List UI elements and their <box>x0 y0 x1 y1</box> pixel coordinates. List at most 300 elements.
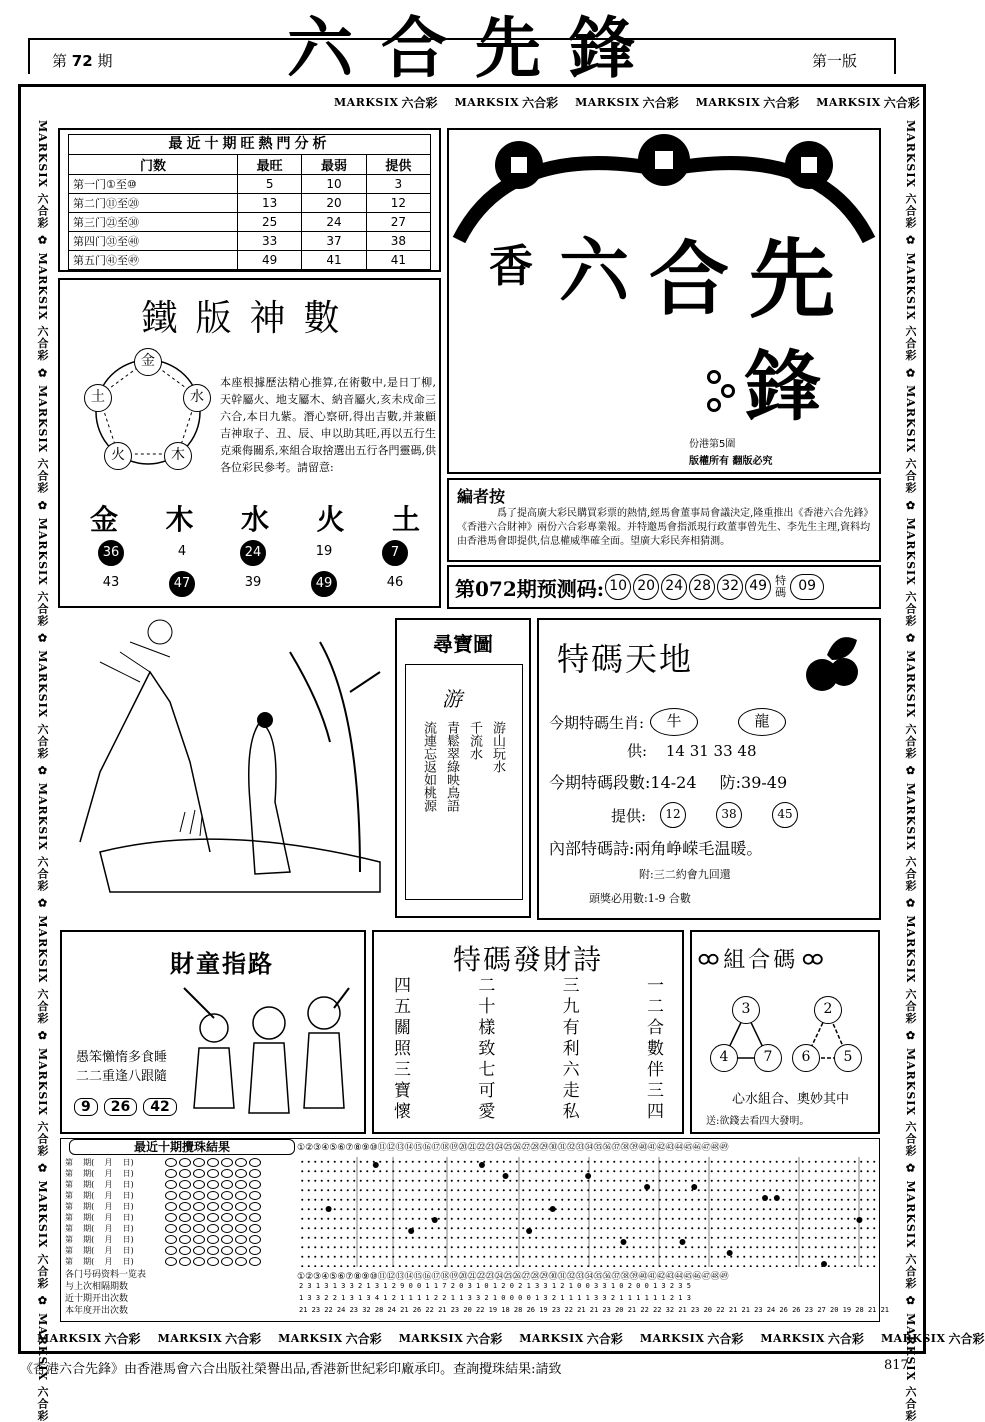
wealth-line2: 二二重逢八跟隨 <box>76 1069 168 1084</box>
treasure-title: 尋寶圖 <box>433 632 493 656</box>
edition-label: 第一版 <box>812 52 858 70</box>
element-metal: 金 <box>134 348 162 376</box>
result-ball-slot <box>207 1224 219 1233</box>
logo-char-5: 鋒 <box>745 342 821 431</box>
table-header-row <box>69 155 431 175</box>
result-mark <box>550 1206 556 1212</box>
result-ball-slot <box>207 1213 219 1222</box>
element-numbers-bottom <box>98 571 408 597</box>
prediction-ball: 49 <box>745 574 771 600</box>
results-rows <box>65 1157 295 1267</box>
logo-char-4: 先 <box>749 229 835 330</box>
fortune-poem-title: 特碼發財詩 <box>452 943 603 976</box>
results-year-row: 21 23 22 24 23 32 28 24 21 26 22 21 23 20 22 19 18 28 26 19 23 22 21 21 23 20 21 22 22 32 21 23 20 22 21 21 23 24 26 26 23 27 20 19 28 21 21 <box>299 1306 890 1314</box>
value-cell: 3 <box>366 175 430 194</box>
poem-char: 九 <box>562 997 580 1017</box>
value-cell: 13 <box>238 194 302 213</box>
result-row <box>65 1201 295 1212</box>
value-cell: 20 <box>302 194 366 213</box>
result-ball-slot <box>221 1213 233 1222</box>
zodiac-ox: 牛 <box>650 708 698 736</box>
zodiac-label: 今期特碼生肖: <box>549 713 645 732</box>
poem-char: 樣 <box>478 1018 496 1038</box>
combo-title: 組合碼 <box>723 948 799 973</box>
combo-note: 送:欲錢去看四大發明。 <box>706 1116 810 1127</box>
page-title: 六合先鋒 <box>287 9 663 87</box>
result-row-label: 第 期( 月 日) <box>65 1191 134 1200</box>
banner-lhc: 六合彩 <box>642 95 679 110</box>
page-number: 817 <box>884 1358 909 1373</box>
result-ball-slot <box>207 1202 219 1211</box>
result-row-label: 第 期( 月 日) <box>65 1169 134 1178</box>
poem-char: 數 <box>646 1039 664 1059</box>
result-ball-slot <box>179 1246 191 1255</box>
door-label-cell: 第五门㊶至㊾ <box>69 251 238 270</box>
combo-ball: 4 <box>710 1044 738 1072</box>
results-header-numbers: ①②③④⑤⑥⑦⑧⑨⑩⑪⑫⑬⑭⑮⑯⑰⑱⑲⑳㉑㉒㉓㉔㉕㉖㉗㉘㉙㉚㉛㉜㉝㉞㉟㊱㊲㊳㊴㊵㊶㊷㊸㊹㊺㊻㊼㊽㊾ <box>297 1143 729 1153</box>
result-ball-slot <box>193 1169 205 1178</box>
wealth-line1: 愚笨懶惰多食睡 <box>76 1050 168 1065</box>
result-row <box>65 1245 295 1256</box>
prediction-ball: 28 <box>689 574 715 600</box>
editor-notice-panel <box>447 478 881 562</box>
poem-char: 五 <box>394 997 411 1017</box>
element-fire: 火 <box>104 442 132 470</box>
wealth-numbers <box>74 1098 177 1116</box>
result-ball-slot <box>235 1246 247 1255</box>
element-earth: 土 <box>84 384 112 412</box>
treasure-scroll <box>405 664 523 900</box>
result-mark <box>620 1239 626 1245</box>
poem-row: 內部特碼詩:兩角峥嵘毛温暖。 <box>549 839 763 858</box>
banner-mark: MARKSIX <box>454 95 520 109</box>
value-cell: 33 <box>238 232 302 251</box>
poem-column <box>563 976 580 1123</box>
poem-column: 千流水 <box>467 721 482 760</box>
result-mark <box>408 1228 414 1234</box>
result-ball-slot <box>249 1224 261 1233</box>
wealth-title: 財童指路 <box>170 949 274 978</box>
tieban-title: 鐵版神數 <box>141 298 358 339</box>
children-illustration <box>174 978 364 1128</box>
result-row-label: 第 期( 月 日) <box>65 1158 134 1167</box>
result-row-label: 第 期( 月 日) <box>65 1235 134 1244</box>
tieban-panel <box>58 278 441 608</box>
tema-poem: 兩角峥嵘毛温暖。 <box>634 839 763 858</box>
result-mark <box>326 1206 332 1212</box>
result-ball-slot <box>179 1180 191 1189</box>
result-ball-slot <box>165 1213 177 1222</box>
attach-row: 附:三二約會九回還 <box>639 868 731 881</box>
result-mark <box>727 1250 733 1256</box>
value-cell: 10 <box>302 175 366 194</box>
footer-text: 《香港六合先鋒》由香港馬會六合出版社榮譽出品,香港新世紀彩印廠承印。查詢攪珠結果:請致 <box>20 1362 562 1377</box>
table-row <box>69 232 431 251</box>
special-label: 特 碼 <box>775 574 787 599</box>
value-cell: 5 <box>238 175 302 194</box>
combo-ball: 7 <box>754 1044 782 1072</box>
combo-ball: 6 <box>792 1044 820 1072</box>
result-ball-slot <box>235 1224 247 1233</box>
logo-line2: 版權所有 翻版必究 <box>689 456 773 467</box>
column-header: 最旺 <box>238 155 302 175</box>
result-ball-slot <box>221 1169 233 1178</box>
element-number: 49 <box>311 571 337 597</box>
result-ball-slot <box>207 1257 219 1266</box>
wealth-panel <box>60 930 366 1134</box>
column-header: 提供 <box>366 155 430 175</box>
value-cell: 25 <box>238 213 302 232</box>
result-mark <box>526 1228 532 1234</box>
result-ball-slot <box>207 1246 219 1255</box>
result-ball-slot <box>165 1224 177 1233</box>
result-ball-slot <box>207 1191 219 1200</box>
element-number: 19 <box>315 544 333 559</box>
poem-char: 私 <box>562 1102 580 1122</box>
result-ball-slot <box>221 1202 233 1211</box>
combo-caption: 心水組合、奧妙其中 <box>732 1092 850 1107</box>
landscape-image <box>60 612 390 918</box>
column-header: 门数 <box>69 155 238 175</box>
poem-char: 六 <box>562 1060 580 1080</box>
result-ball-slot <box>235 1169 247 1178</box>
prediction-panel <box>447 565 881 609</box>
poem-column: 青鬆翠綠映鳥語 <box>444 721 459 812</box>
result-ball-slot <box>249 1191 261 1200</box>
bottom-banner-strip: MARKSIX 六合彩 MARKSIX 六合彩 MARKSIX 六合彩 MARKSIX 六合彩 MARKSIX 六合彩 MARKSIX 六合彩 MARKSIX 六合彩 MARKSIX 六合彩 <box>37 1331 985 1346</box>
element-numbers-top <box>98 540 408 566</box>
poem-char: 照 <box>394 1039 411 1059</box>
result-ball-slot <box>179 1191 191 1200</box>
element-number: 46 <box>386 575 404 590</box>
supply-numbers: 14 31 33 48 <box>665 742 757 760</box>
result-row-label: 第 期( 月 日) <box>65 1213 134 1222</box>
result-row-label: 第 期( 月 日) <box>65 1224 134 1233</box>
result-ball-slot <box>235 1257 247 1266</box>
value-cell: 41 <box>302 251 366 270</box>
result-ball-slot <box>249 1158 261 1167</box>
tema-title: 特碼天地 <box>557 640 694 678</box>
combo-ball: 2 <box>814 996 842 1024</box>
segment-row: 今期特碼段數:14-24 防:39-49 <box>549 773 788 792</box>
element-heading: 火 <box>316 503 345 536</box>
wealth-number: 9 <box>74 1098 98 1116</box>
result-ball-slot <box>221 1191 233 1200</box>
door-label-cell: 第四门㉛至㊵ <box>69 232 238 251</box>
treasure-panel <box>395 618 531 918</box>
double-ring-icon: ထ <box>802 944 824 970</box>
logo-line1: 份港第5圍 <box>689 439 736 450</box>
poem-char: 利 <box>562 1039 580 1059</box>
element-heading: 木 <box>165 503 194 536</box>
wealth-number: 26 <box>104 1098 137 1116</box>
poem-char: 寶 <box>394 1081 411 1101</box>
element-heading: 土 <box>391 503 420 536</box>
result-ball-slot <box>193 1257 205 1266</box>
logo-panel <box>447 128 881 474</box>
poem-char: 有 <box>562 1018 580 1038</box>
value-cell: 41 <box>366 251 430 270</box>
element-number: 36 <box>98 540 124 566</box>
special-number: 09 <box>790 574 824 600</box>
result-row <box>65 1157 295 1168</box>
result-ball-slot <box>193 1180 205 1189</box>
element-wood: 木 <box>164 442 192 470</box>
element-heading: 水 <box>240 503 269 536</box>
poem-char: 伴 <box>646 1060 664 1080</box>
poem-char: 二 <box>646 997 664 1017</box>
poem-column: 游山玩水 <box>490 721 505 773</box>
poem-char: 二 <box>478 976 496 996</box>
result-ball-slot <box>179 1224 191 1233</box>
wealth-number: 42 <box>143 1098 176 1116</box>
result-ball-slot <box>221 1180 233 1189</box>
result-ball-slot <box>235 1180 247 1189</box>
table-row <box>69 251 431 270</box>
editor-notice-title: 編者按 <box>457 487 506 506</box>
value-cell: 27 <box>366 213 430 232</box>
result-ball-slot <box>193 1158 205 1167</box>
result-ball-slot <box>165 1169 177 1178</box>
value-cell: 12 <box>366 194 430 213</box>
top-banner-strip <box>26 90 918 114</box>
prediction-ball: 32 <box>717 574 743 600</box>
results-marks <box>299 1157 877 1267</box>
prediction-numbers <box>604 574 772 600</box>
poem-char: 致 <box>478 1039 496 1059</box>
result-row <box>65 1234 295 1245</box>
result-ball-slot <box>193 1235 205 1244</box>
zodiac-dragon: 龍 <box>738 708 786 736</box>
result-ball-slot <box>235 1191 247 1200</box>
element-water: 水 <box>183 384 211 412</box>
banner-mark: MARKSIX <box>816 95 881 109</box>
combo-title-row <box>698 942 824 975</box>
poem-char: 十 <box>478 997 496 1017</box>
provide-ball: 45 <box>772 802 798 828</box>
banner-mark: MARKSIX <box>334 95 399 109</box>
poem-char: 可 <box>478 1081 496 1101</box>
result-ball-slot <box>235 1235 247 1244</box>
result-ball-slot <box>207 1158 219 1167</box>
right-vertical-strip: MARKSIX 六合彩 ✿ MARKSIX 六合彩 ✿ MARKSIX 六合彩 ✿ MARKSIX 六合彩 ✿ MARKSIX 六合彩 ✿ MARKSIX 六合彩 ✿ MARKSIX 六合彩 ✿ MARKSIX 六合彩 ✿ MARKSIX 六合彩 ✿ MARKSIX 六合彩 <box>904 120 917 1422</box>
hot-analysis-title: 最近十期旺熱門分析 <box>68 134 431 154</box>
poem-char: 合 <box>646 1018 664 1038</box>
prediction-label: 第072期预测码: <box>455 576 605 601</box>
door-label-cell: 第三门㉑至㉚ <box>69 213 238 232</box>
result-row-label: 第 期( 月 日) <box>65 1246 134 1255</box>
provide-ball: 12 <box>660 802 686 828</box>
result-ball-slot <box>193 1191 205 1200</box>
treasure-big-char: 游 <box>442 687 462 711</box>
prediction-ball: 24 <box>661 574 687 600</box>
poem-column <box>647 976 664 1123</box>
provide-row: 提供: 12 38 45 <box>611 802 798 828</box>
result-ball-slot <box>165 1257 177 1266</box>
footer-label: 本年度开出次数 <box>65 1306 129 1316</box>
left-vertical-strip: MARKSIX 六合彩 ✿ MARKSIX 六合彩 ✿ MARKSIX 六合彩 ✿ MARKSIX 六合彩 ✿ MARKSIX 六合彩 ✿ MARKSIX 六合彩 ✿ MARKSIX 六合彩 ✿ MARKSIX 六合彩 ✿ MARKSIX 六合彩 ✿ MARKSIX 六合彩 <box>36 120 49 1422</box>
results-header-numbers-bottom: ①②③④⑤⑥⑦⑧⑨⑩⑪⑫⑬⑭⑮⑯⑰⑱⑲⑳㉑㉒㉓㉔㉕㉖㉗㉘㉙㉚㉛㉜㉝㉞㉟㊱㊲㊳㊴㊵㊶㊷㊸㊹㊺㊻㊼㊽㊾ <box>297 1272 729 1282</box>
result-row-label: 第 期( 月 日) <box>65 1202 134 1211</box>
poem-char: 三 <box>394 1060 411 1080</box>
result-ball-slot <box>165 1246 177 1255</box>
result-ball-slot <box>221 1246 233 1255</box>
result-ball-slot <box>235 1202 247 1211</box>
result-ball-slot <box>165 1202 177 1211</box>
result-mark <box>503 1173 509 1179</box>
result-ball-slot <box>193 1202 205 1211</box>
element-number: 47 <box>169 571 195 597</box>
result-ball-slot <box>221 1257 233 1266</box>
element-number: 24 <box>240 540 266 566</box>
footer-label: 近十期开出次数 <box>65 1294 129 1304</box>
logo-circles <box>707 370 747 430</box>
footer-label: 各门号码资料一览表 <box>65 1270 147 1280</box>
table-row <box>69 213 431 232</box>
poem-char: 三 <box>562 976 580 996</box>
result-ball-slot <box>249 1213 261 1222</box>
poem-char: 關 <box>394 1018 411 1038</box>
banner-mark: MARKSIX <box>695 95 761 109</box>
issue-label: 第 72 期 <box>52 52 113 70</box>
result-mark <box>821 1261 827 1267</box>
flower-ornament-icon <box>797 630 867 700</box>
tema-panel <box>537 618 881 920</box>
element-number: 4 <box>177 544 187 559</box>
result-row <box>65 1190 295 1201</box>
treasure-poem <box>420 721 506 891</box>
result-row <box>65 1212 295 1223</box>
value-cell: 24 <box>302 213 366 232</box>
banner-lhc: 六合彩 <box>763 95 800 110</box>
result-ball-slot <box>249 1169 261 1178</box>
result-row-label: 第 期( 月 日) <box>65 1180 134 1189</box>
poem-column: 流連忘返如桃源 <box>421 721 436 812</box>
banner-mark: MARKSIX <box>575 95 640 109</box>
logo-char-1: 香 <box>489 241 533 292</box>
poem-char: 一 <box>646 976 664 996</box>
element-number: 43 <box>102 575 120 590</box>
result-ball-slot <box>249 1202 261 1211</box>
element-number: 7 <box>382 540 408 566</box>
hot-analysis-table <box>68 154 431 270</box>
banner-lhc: 六合彩 <box>401 95 438 110</box>
value-cell: 49 <box>238 251 302 270</box>
result-ball-slot <box>207 1180 219 1189</box>
element-number: 39 <box>244 575 262 590</box>
result-mark <box>585 1173 591 1179</box>
result-mark <box>856 1217 862 1223</box>
result-ball-slot <box>179 1235 191 1244</box>
result-ball-slot <box>179 1213 191 1222</box>
table-row <box>69 175 431 194</box>
result-ball-slot <box>165 1191 177 1200</box>
guard-value: 39-49 <box>741 773 788 792</box>
prediction-ball: 20 <box>633 574 659 600</box>
result-ball-slot <box>193 1213 205 1222</box>
banner-lhc: 六合彩 <box>522 95 559 110</box>
results-footer <box>65 1269 295 1317</box>
element-heading: 金 <box>90 503 119 536</box>
poem-char: 四 <box>394 976 411 996</box>
logo-char-3: 合 <box>649 232 729 326</box>
result-mark <box>479 1162 485 1168</box>
result-ball-slot <box>179 1257 191 1266</box>
result-row <box>65 1256 295 1267</box>
combo-ball: 5 <box>834 1044 862 1072</box>
result-ball-slot <box>193 1246 205 1255</box>
combo-ball: 3 <box>732 996 760 1024</box>
result-row-label: 第 期( 月 日) <box>65 1257 134 1266</box>
results-panel <box>60 1138 890 1322</box>
result-ball-slot <box>165 1180 177 1189</box>
result-ball-slot <box>221 1224 233 1233</box>
result-ball-slot <box>179 1202 191 1211</box>
result-mark <box>679 1239 685 1245</box>
head-prize-value: 1-9 合數 <box>647 892 691 905</box>
result-mark <box>373 1162 379 1168</box>
scene-illustration <box>60 612 390 918</box>
poem-char: 走 <box>562 1081 580 1101</box>
poem-char: 懷 <box>394 1102 411 1122</box>
door-label-cell: 第一门①至⑩ <box>69 175 238 194</box>
supply-row: 供: 14 31 33 48 <box>627 742 757 760</box>
tieban-text: 本座根據歷法精心推算,在術數中,是日丁柳,天幹屬火、地支屬木、納音屬火,亥未戍命三六合,本日九紫。潛心察研,得出吉數,并兼顧吉神取子、丑、辰、申以助其旺,再以五行生克乘侮關系,來組合取捨選出五行各門靈碼,供各位彩民參考。請留意: <box>220 376 436 474</box>
fortune-poem-panel <box>372 930 684 1134</box>
results-gap-row: 2 3 1 3 1 3 3 2 1 3 1 2 9 0 0 1 1 7 2 0 3 1 0 1 2 0 2 1 3 3 1 2 1 0 0 3 3 1 0 2 0 0 1 3 2 3 5 <box>299 1282 691 1290</box>
prediction-ball: 10 <box>605 574 631 600</box>
results-title: 最近十期攪珠結果 <box>69 1139 295 1155</box>
combo-panel <box>690 930 880 1134</box>
result-ball-slot <box>249 1257 261 1266</box>
zodiac-row <box>549 708 786 736</box>
poem-char: 愛 <box>478 1102 496 1122</box>
result-ball-slot <box>249 1246 261 1255</box>
provide-ball: 38 <box>716 802 742 828</box>
result-ball-slot <box>179 1169 191 1178</box>
poem-char: 三 <box>646 1081 664 1101</box>
poem-column <box>394 976 411 1123</box>
result-row <box>65 1223 295 1234</box>
segment-value: 14-24 <box>650 773 697 792</box>
result-ball-slot <box>207 1169 219 1178</box>
result-mark <box>644 1184 650 1190</box>
door-label-cell: 第二门⑪至⑳ <box>69 194 238 213</box>
head-prize-row: 頭獎必用數:1-9 合數 <box>589 892 691 905</box>
result-ball-slot <box>249 1235 261 1244</box>
result-ball-slot <box>165 1235 177 1244</box>
value-cell: 37 <box>302 232 366 251</box>
poem-column <box>478 976 495 1123</box>
double-ring-icon: ထ <box>698 944 720 970</box>
result-mark <box>432 1217 438 1223</box>
result-ball-slot <box>193 1224 205 1233</box>
result-ball-slot <box>249 1180 261 1189</box>
result-row <box>65 1179 295 1190</box>
banner-lhc: 六合彩 <box>883 95 920 110</box>
results-count-row: 1 3 3 2 2 1 3 1 3 4 1 2 1 1 1 1 2 2 1 1 3 3 2 1 0 0 0 0 1 3 2 1 1 1 1 3 3 2 1 1 1 1 1 1 2 1 3 <box>299 1294 691 1302</box>
result-ball-slot <box>179 1158 191 1167</box>
result-ball-slot <box>165 1158 177 1167</box>
result-mark <box>762 1195 768 1201</box>
five-element-row <box>90 498 420 538</box>
hot-analysis-panel <box>58 128 441 272</box>
poem-char: 七 <box>478 1060 496 1080</box>
result-row <box>65 1168 295 1179</box>
table-row <box>69 194 431 213</box>
poem-char: 四 <box>646 1102 664 1122</box>
result-mark <box>691 1184 697 1190</box>
